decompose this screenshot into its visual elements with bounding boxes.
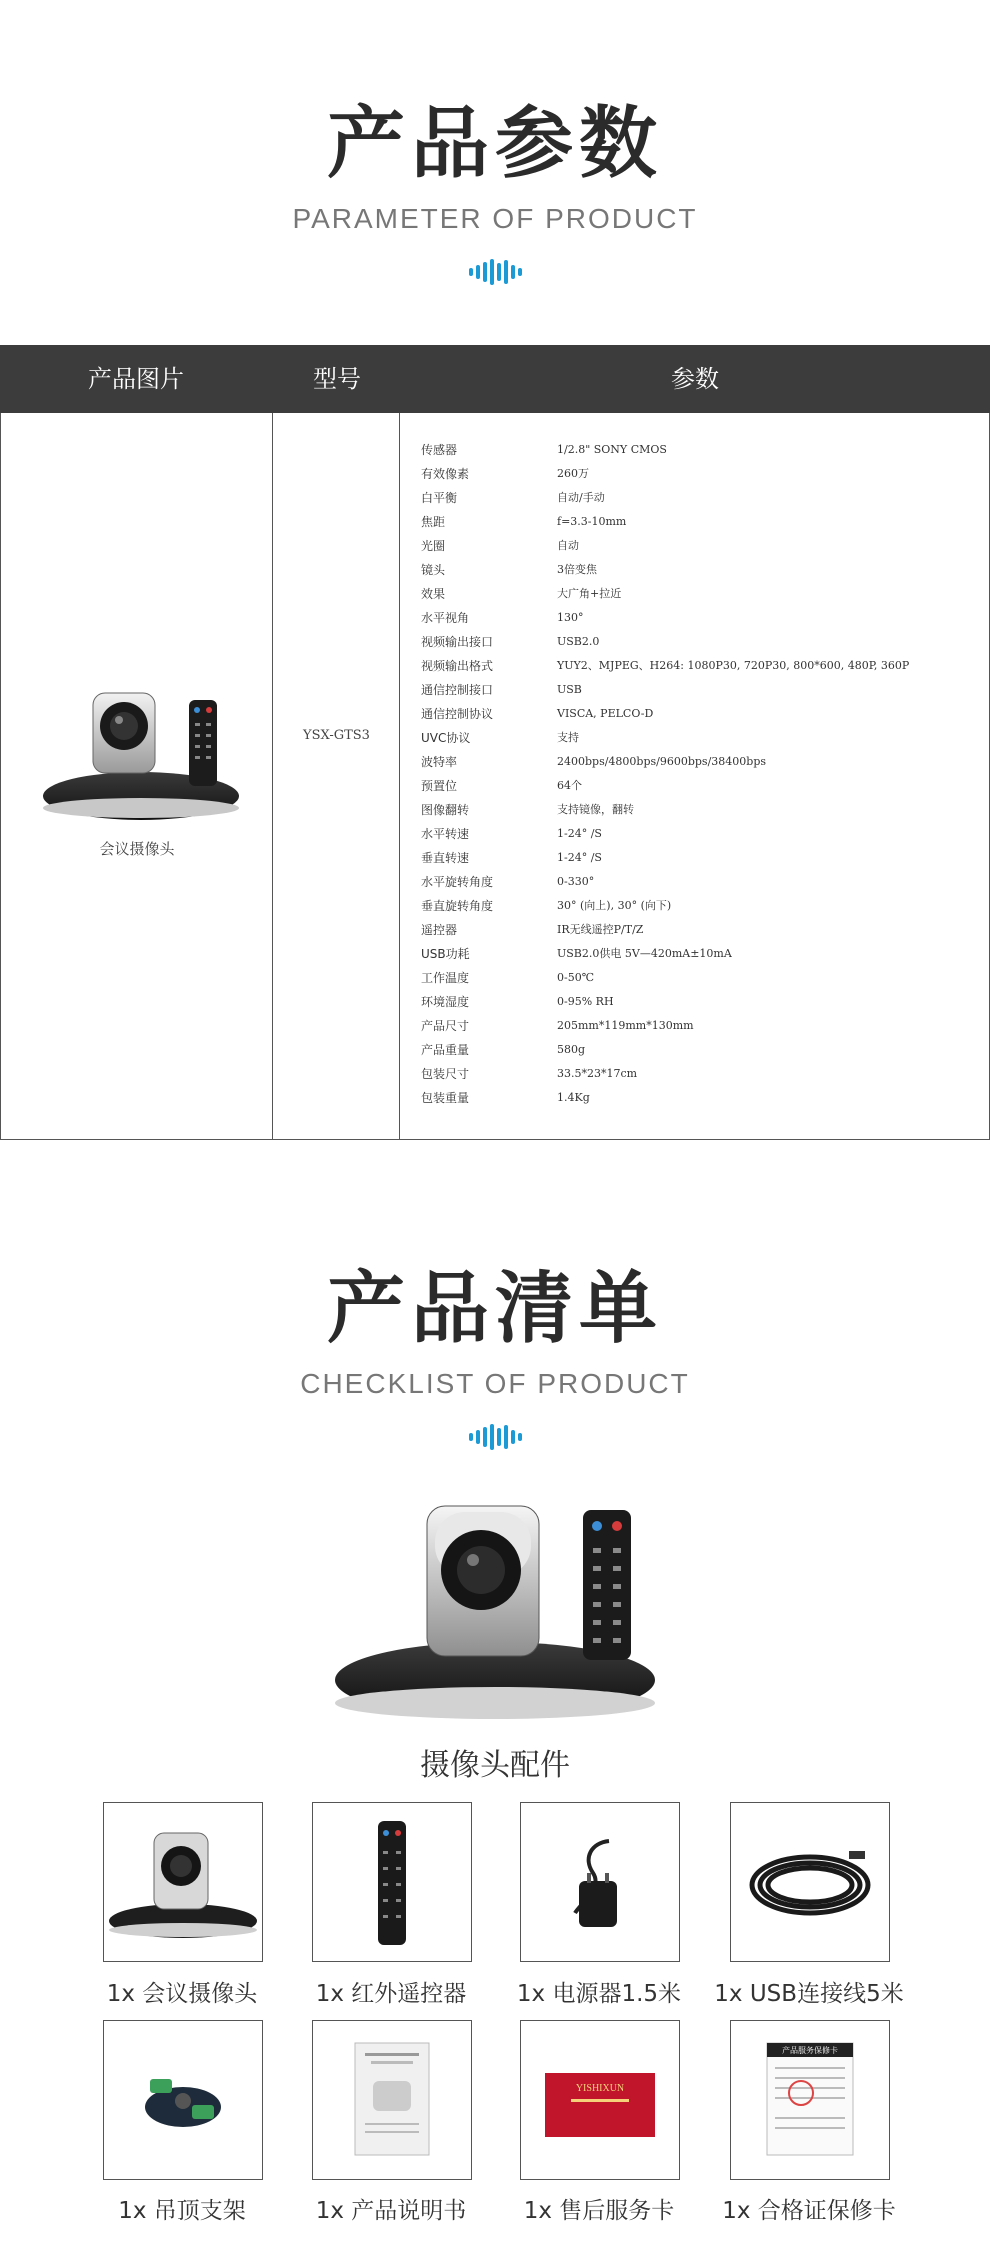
parameters-subtitle: PARAMETER OF PRODUCT — [292, 203, 698, 234]
usb-cable-icon — [731, 1803, 889, 1961]
power-adapter-icon — [521, 1803, 679, 1961]
param-key: 通信控制接口 — [421, 683, 494, 697]
checklist-subtitle: CHECKLIST OF PRODUCT — [300, 1368, 690, 1399]
divider — [272, 413, 273, 1139]
param-value: 205mm*119mm*130mm — [557, 1019, 694, 1032]
param-value: USB2.0供电 5V—420mA±10mA — [557, 947, 732, 960]
param-key: 镜头 — [421, 563, 446, 577]
param-value: 580g — [557, 1043, 586, 1056]
param-value: 3倍变焦 — [557, 563, 597, 576]
item-power — [520, 1802, 680, 1962]
param-value: IR无线遥控P/T/Z — [557, 923, 644, 936]
param-key: USB功耗 — [421, 947, 470, 961]
param-value: 0-50℃ — [557, 971, 595, 984]
sound-wave-icon — [0, 259, 990, 285]
param-value: f=3.3-10mm — [557, 515, 627, 528]
parameters-title: 产品参数 — [326, 99, 663, 189]
item-label-service-card: 1x 售后服务卡 — [523, 2198, 675, 2224]
param-value: VISCA, PELCO-D — [557, 707, 654, 720]
warranty-card-icon — [731, 2021, 889, 2179]
camera-image — [41, 678, 241, 828]
param-key: 波特率 — [421, 755, 458, 769]
param-value: 大广角+拉近 — [557, 587, 622, 600]
divider — [399, 413, 400, 1139]
param-key: 包装重量 — [421, 1091, 470, 1105]
param-key: 视频输出接口 — [421, 635, 494, 649]
item-label-remote: 1x 红外遥控器 — [315, 1981, 467, 2007]
param-value: 支持 — [557, 731, 579, 744]
param-value: 自动/手动 — [557, 491, 605, 504]
param-value: 1.4Kg — [557, 1091, 590, 1104]
param-key: UVC协议 — [421, 731, 471, 745]
param-value: 30° (向上), 30° (向下) — [557, 899, 672, 912]
param-key: 水平转速 — [421, 827, 470, 841]
parameters-header — [0, 99, 990, 285]
param-value: 1/2.8" SONY CMOS — [557, 443, 667, 456]
param-value: 0-330° — [557, 875, 595, 888]
item-label-camera: 1x 会议摄像头 — [106, 1981, 258, 2007]
param-value: 2400bps/4800bps/9600bps/38400bps — [557, 755, 767, 768]
sound-wave-icon — [0, 1424, 990, 1450]
item-label-mount: 1x 吊顶支架 — [118, 2198, 246, 2224]
table-header — [0, 345, 990, 413]
param-key: 产品尺寸 — [421, 1019, 470, 1033]
param-value: USB2.0 — [557, 635, 600, 648]
manual-icon — [313, 2021, 471, 2179]
param-value: 64个 — [557, 779, 582, 792]
service-card-brand: YISHIXUN — [575, 2083, 625, 2094]
item-label-usb: 1x USB连接线5米 — [714, 1981, 904, 2007]
param-key: 视频输出格式 — [421, 659, 494, 673]
param-value: 支持镜像，翻转 — [557, 803, 634, 816]
item-camera — [103, 1802, 263, 1962]
item-label-power: 1x 电源器1.5米 — [516, 1981, 682, 2007]
item-usb — [730, 1802, 890, 1962]
remote-icon — [313, 1803, 471, 1961]
param-key: 水平旋转角度 — [421, 875, 494, 889]
param-key: 工作温度 — [421, 971, 470, 985]
item-remote — [312, 1802, 472, 1962]
param-key: 环境湿度 — [421, 995, 470, 1009]
param-value: 33.5*23*17cm — [557, 1067, 638, 1080]
param-key: 焦距 — [421, 515, 446, 529]
checklist-header — [0, 1264, 990, 1450]
param-key: 预置位 — [421, 779, 458, 793]
param-key: 效果 — [421, 587, 446, 601]
param-value: 自动 — [557, 539, 579, 552]
param-key: 传感器 — [421, 443, 458, 457]
checklist-title: 产品清单 — [326, 1264, 663, 1354]
item-label-warranty-card: 1x 合格证保修卡 — [722, 2198, 896, 2224]
param-key: 白平衡 — [421, 491, 458, 505]
param-value: 1-24° /S — [557, 851, 602, 864]
param-key: 遥控器 — [421, 923, 458, 937]
warranty-card-title: 产品服务保修卡 — [782, 2046, 838, 2055]
param-value: 130° — [557, 611, 584, 624]
item-label-manual: 1x 产品说明书 — [315, 2198, 467, 2224]
service-card-icon — [521, 2021, 679, 2179]
param-value: YUY2、MJPEG、H264: 1080P30, 720P30, 800*600, 480P, 360P — [557, 659, 910, 672]
camera-caption: 会议摄像头 — [99, 840, 175, 858]
model-number: YSX-GTS3 — [303, 728, 370, 743]
table-body — [0, 413, 990, 1140]
parameter-table — [0, 345, 990, 1142]
param-key: 产品重量 — [421, 1043, 470, 1057]
header-image: 产品图片 — [88, 365, 184, 393]
param-key: 垂直转速 — [421, 851, 470, 865]
param-key: 有效像素 — [421, 467, 470, 481]
param-key: 垂直旋转角度 — [421, 899, 494, 913]
param-key: 光圈 — [421, 539, 446, 553]
item-mount — [103, 2020, 263, 2180]
item-service-card — [520, 2020, 680, 2180]
item-manual — [312, 2020, 472, 2180]
param-key: 包装尺寸 — [421, 1067, 470, 1081]
param-value: USB — [557, 683, 582, 696]
header-params: 参数 — [671, 365, 719, 393]
header-model: 型号 — [313, 365, 361, 393]
param-key: 通信控制协议 — [421, 707, 494, 721]
ceiling-mount-icon — [104, 2021, 262, 2179]
param-value: 260万 — [557, 467, 589, 480]
camera-icon — [104, 1803, 262, 1961]
param-key: 水平视角 — [421, 611, 470, 625]
param-value: 1-24° /S — [557, 827, 602, 840]
param-value: 0-95% RH — [557, 995, 614, 1008]
item-warranty-card — [730, 2020, 890, 2180]
hero-camera-image — [335, 1498, 665, 1738]
param-key: 图像翻转 — [421, 803, 470, 817]
hero-caption: 摄像头配件 — [420, 1748, 570, 1783]
